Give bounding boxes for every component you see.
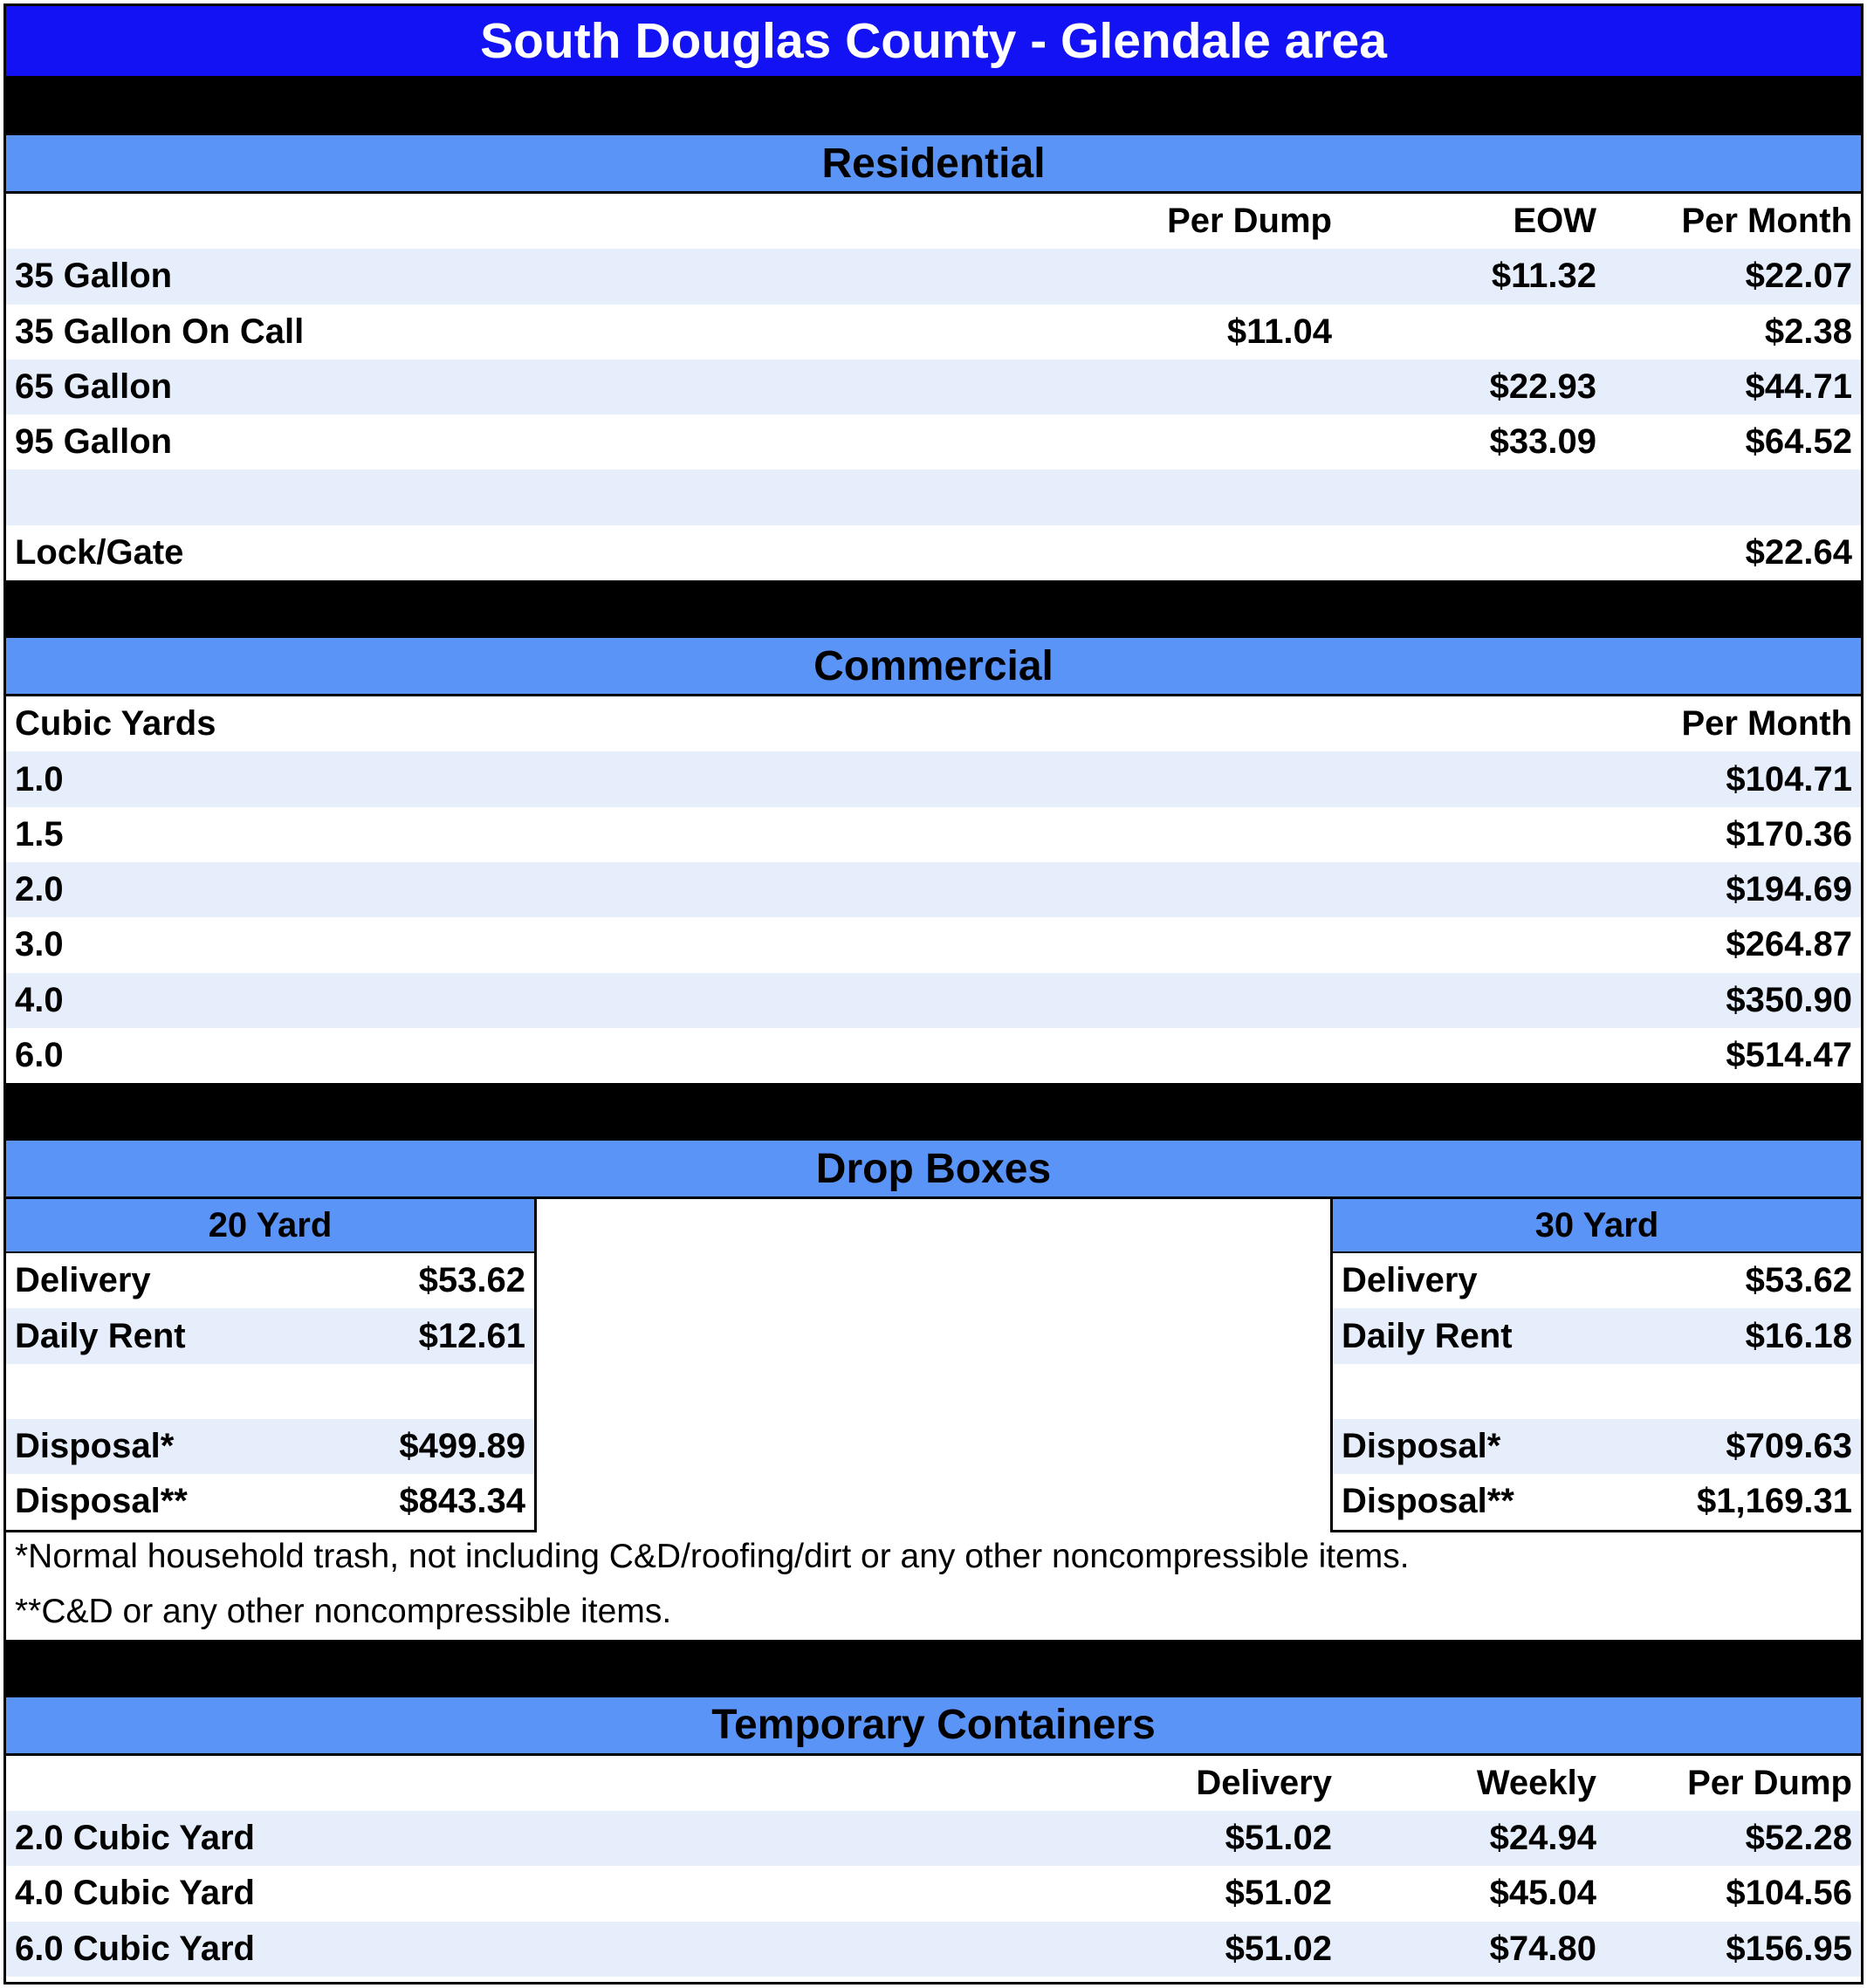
drop-box-30-yard: [1330, 1199, 1861, 1532]
column-header-per-month: Per Month: [1681, 704, 1852, 744]
column-header-cubic-yards: Cubic Yards: [15, 704, 216, 744]
table-row: [6, 360, 1861, 415]
footnote-disposal: *Normal household trash, not including C&D/roofing/dirt or any other noncompressible items.: [15, 1537, 1410, 1575]
per-month-value: $194.69: [1726, 870, 1852, 909]
list-item: [1333, 1308, 1861, 1363]
residential-header-row: [6, 194, 1861, 249]
item-value: $16.18: [1745, 1316, 1852, 1355]
per-month-value: $2.38: [1764, 312, 1852, 351]
item-value: $709.63: [1726, 1427, 1852, 1466]
item-value: $1,169.31: [1697, 1482, 1852, 1521]
list-item: [1333, 1253, 1861, 1308]
table-row: [6, 249, 1861, 304]
column-header-per-month: Per Month: [1681, 202, 1852, 241]
weekly-value: $24.94: [1489, 1819, 1596, 1858]
row-label: 65 Gallon: [15, 367, 173, 407]
rate-sheet: [3, 3, 1864, 1985]
table-row: [6, 1922, 1861, 1977]
per-dump-value: $104.56: [1726, 1874, 1852, 1913]
residential-heading: Residential: [6, 133, 1861, 194]
per-month-value: $64.52: [1745, 422, 1852, 462]
item-value: $12.61: [418, 1316, 525, 1355]
footnote-cd-disposal: **C&D or any other noncompressible items.: [15, 1593, 672, 1631]
per-month-value: $104.71: [1726, 759, 1852, 799]
row-label: 1.0: [15, 759, 64, 799]
item-label: Disposal*: [1342, 1427, 1501, 1466]
table-row: [6, 807, 1861, 862]
column-header-per-dump: Per Dump: [1167, 202, 1332, 241]
list-item: [1333, 1474, 1861, 1529]
row-label: 95 Gallon: [15, 422, 173, 462]
delivery-value: $51.02: [1225, 1819, 1332, 1858]
page-title: South Douglas County - Glendale area: [6, 6, 1861, 79]
column-header-weekly: Weekly: [1476, 1763, 1596, 1802]
section-separator: [6, 79, 1861, 133]
weekly-value: $74.80: [1489, 1929, 1596, 1968]
table-row: [6, 862, 1861, 917]
table-row: [6, 415, 1861, 470]
row-label: 4.0 Cubic Yard: [15, 1874, 255, 1913]
table-row: [6, 917, 1861, 972]
per-dump-value: $156.95: [1726, 1929, 1852, 1968]
item-value: $53.62: [418, 1261, 525, 1300]
drop-box-20-yard-heading: 20 Yard: [6, 1199, 534, 1253]
table-row: [6, 525, 1861, 580]
temporary-containers-heading: Temporary Containers: [6, 1695, 1861, 1756]
per-month-value: $514.47: [1726, 1036, 1852, 1074]
row-label: 3.0: [15, 925, 64, 964]
item-label: Delivery: [1342, 1261, 1478, 1300]
item-label: Daily Rent: [1342, 1316, 1513, 1355]
row-label: 1.5: [15, 814, 64, 853]
eow-value: $11.32: [1491, 257, 1596, 296]
list-item: [6, 1308, 534, 1363]
list-item: [1333, 1364, 1861, 1419]
row-label: Lock/Gate: [15, 532, 184, 572]
drop-box-20-yard: [6, 1199, 537, 1532]
per-dump-value: $11.04: [1226, 312, 1332, 351]
section-separator: [6, 1640, 1861, 1695]
row-label: 2.0: [15, 870, 64, 909]
row-label: 6.0 Cubic Yard: [15, 1929, 255, 1968]
item-label: Daily Rent: [15, 1316, 186, 1355]
commercial-header-row: [6, 696, 1861, 751]
delivery-value: $51.02: [1225, 1874, 1332, 1913]
per-month-value: $22.64: [1745, 532, 1852, 572]
row-label: 35 Gallon: [15, 257, 173, 296]
column-header-eow: EOW: [1513, 202, 1596, 241]
item-label: Disposal**: [15, 1482, 188, 1521]
drop-boxes-heading: Drop Boxes: [6, 1138, 1861, 1199]
section-separator: [6, 1083, 1861, 1138]
item-value: $843.34: [399, 1482, 525, 1521]
row-label: 2.0 Cubic Yard: [15, 1819, 255, 1858]
item-label: Delivery: [15, 1261, 151, 1300]
list-item: [6, 1253, 534, 1308]
item-value: $499.89: [399, 1427, 525, 1466]
list-item: [6, 1364, 534, 1419]
per-month-value: $22.07: [1745, 257, 1852, 296]
section-separator: [6, 580, 1861, 635]
temporary-header-row: [6, 1756, 1861, 1811]
list-item: [6, 1419, 534, 1474]
item-value: $53.62: [1745, 1261, 1852, 1300]
per-month-value: $170.36: [1726, 814, 1852, 853]
column-header-delivery: Delivery: [1196, 1763, 1332, 1802]
table-row: [6, 1811, 1861, 1866]
per-month-value: $350.90: [1726, 980, 1852, 1019]
table-row: [6, 305, 1861, 360]
drop-box-30-yard-heading: 30 Yard: [1333, 1199, 1861, 1253]
table-row: [6, 973, 1861, 1028]
per-month-value: $264.87: [1726, 925, 1852, 964]
weekly-value: $45.04: [1489, 1874, 1596, 1913]
row-label: 4.0: [15, 980, 64, 1019]
per-dump-value: $52.28: [1745, 1819, 1852, 1858]
drop-boxes-area: [6, 1199, 1861, 1529]
item-label: Disposal*: [15, 1427, 175, 1466]
table-row: [6, 470, 1861, 524]
item-label: Disposal**: [1342, 1482, 1514, 1521]
list-item: [6, 1474, 534, 1529]
delivery-value: $51.02: [1225, 1929, 1332, 1968]
table-row: [6, 1866, 1861, 1921]
row-label: 6.0: [15, 1036, 64, 1074]
commercial-heading: Commercial: [6, 635, 1861, 696]
eow-value: $33.09: [1489, 422, 1596, 462]
table-row: [6, 1028, 1861, 1083]
table-row: [6, 751, 1861, 806]
column-header-per-dump: Per Dump: [1687, 1763, 1852, 1802]
eow-value: $22.93: [1489, 367, 1596, 407]
list-item: [1333, 1419, 1861, 1474]
row-label: 35 Gallon On Call: [15, 312, 305, 351]
per-month-value: $44.71: [1745, 367, 1852, 407]
